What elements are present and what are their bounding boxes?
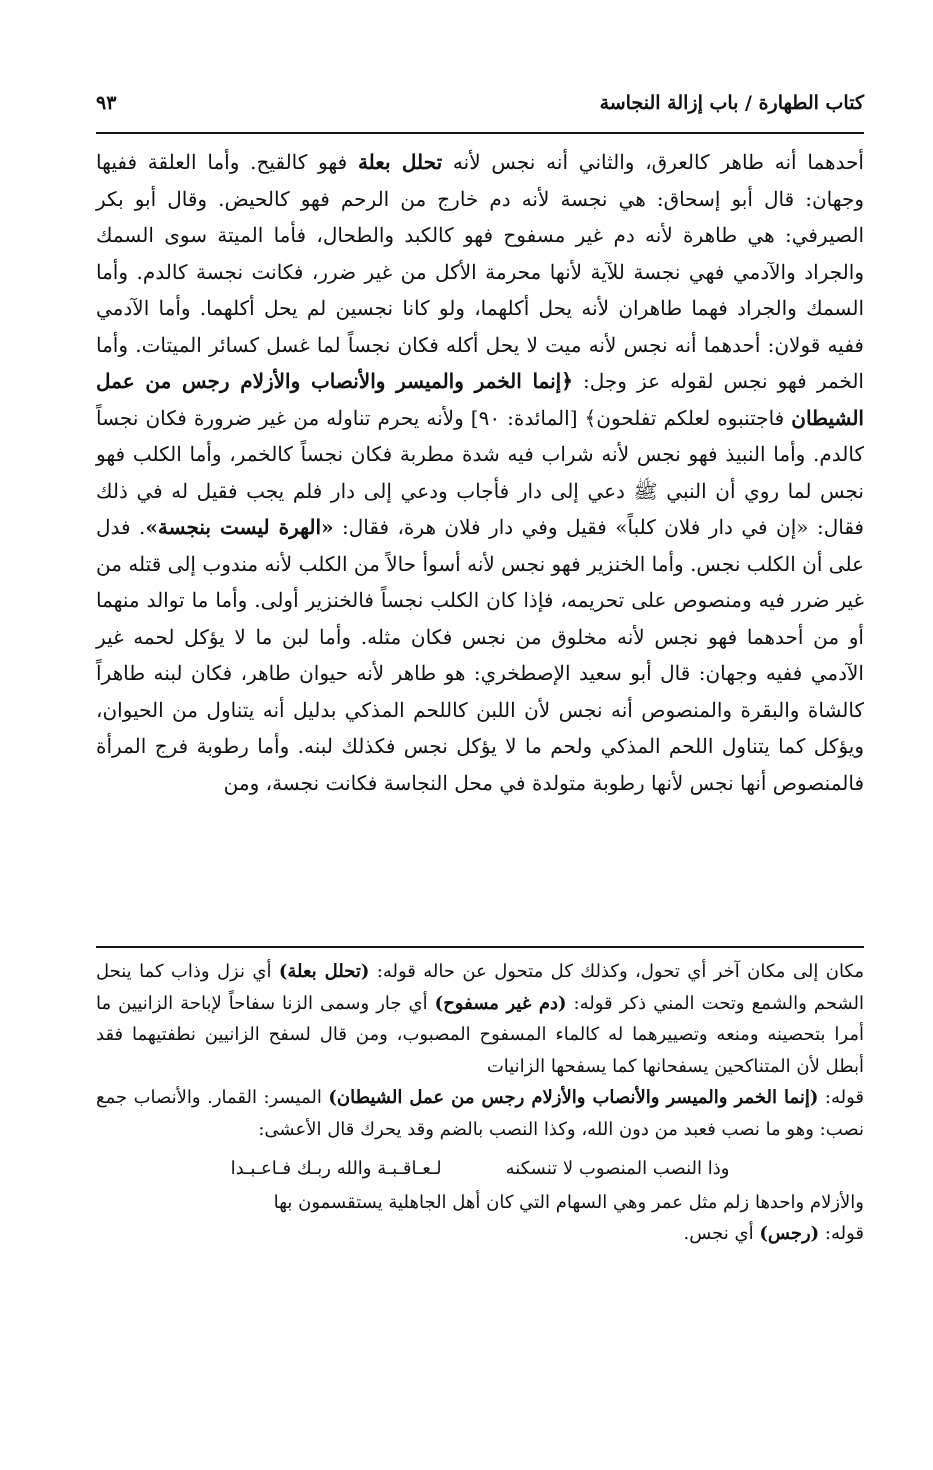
bold-text-run: تحلل بعلة [357,150,443,174]
page-number: ٩٣ [96,92,117,114]
footnote-divider [96,946,864,948]
footnote-paragraph: والأزلام واحدها زلم مثل عمر وهي السهام التي كان أهل الجاهلية يستقسمون بها [273,1191,864,1213]
text-run: . فدل على أن الكلب نجس. وأما الخنزير فهو نجس لأنه أسوأ حالاً من الكلب لأنه مندوب إلى قتله من غير ضرر فيه ومنصوص على تحريمه، فإذا كان الكلب نجساً فالخنزير أولى. وأما ما توالد منهما أو من أحدهما فهو نجس لأنه مخلوق من نجس فكان مثله. وأما لبن ما لا يؤكل لحمه غير الآدمي ففيه وجهان: قال أبو سعيد الإصطخري: هو طاهر لأنه حيوان طاهر، فكان لبنه طاهراً كالشاة والبقرة والمنصوص أنه نجس لأن اللبن كاللحم المذكي بدليل أنه يتناول من الحيوان، ويؤكل كما يتناول اللحم المذكي ولحم ما لا يؤكل نجس فكذلك لبنه. وأما رطوبة فرج المرأة فالمنصوص أنها نجس لأنها رطوبة متولدة في محل النجاسة فكانت نجسة، ومن [96,515,865,795]
text-run: أي نزل وذاب كما ينحل الشحم والشمع وتحت المني ذكر قوله: [96,961,864,1014]
text-run: الميسر: القمار. والأنصاب جمع نصب: وهو ما نصب فعبد من دون الله، وكذا النصب بالضم وقد يحرك قال الأعشى: [96,1087,864,1140]
bold-text-run: (رجس) [759,1223,820,1244]
text-run: فاجتنبوه لعلكم تفلحون﴾ [المائدة: ٩٠] ولأنه يحرم تناوله من غير ضرورة فكان نجساً كالدم. وأما النبيذ فهو نجس لأنه شراب فيه شدة مطربة فكان نجساً كالخمر، وأما الكلب فهو نجس لما روي أن النبي ﷺ دعي إلى دار فأجاب ودعي إلى دار فلم يجب فقيل له في ذلك فقال: «إن في دار فلان كلباً» فقيل وفي دار فلان هرة، فقال: [96,405,864,539]
footnote-paragraph [96,956,864,1082]
text-run: أي نجس. [683,1223,760,1244]
text-run: أحدهما أنه طاهر كالعرق، والثاني أنه نجس لأنه [442,150,864,174]
header-title: كتاب الطهارة / باب إزالة النجاسة [599,92,864,114]
bold-text-run: (إنما الخمر والميسر والأنصاب والأزلام رجس من عمل الشيطان) [328,1087,819,1108]
bold-text-run: (دم غير مسفوح) [434,992,567,1014]
verse-first-hemistich: وذا النصب المنصوب لا تنسكنه [505,1158,730,1179]
bold-text-run: (تحلل بعلة) [278,961,370,982]
poetry-verse [96,1153,864,1185]
text-run: قوله: [818,1087,865,1108]
text-run: مكان إلى مكان آخر أي تحول، وكذلك كل متحول عن حاله قوله: [369,961,865,982]
verse-second-hemistich: لـعـاقـبـة والله ربـك فـاعـبـدا [230,1158,442,1179]
main-body-text [96,144,864,801]
header-divider [96,132,864,134]
hadith-quote-bold: «الهرة ليست بنجسة» [145,515,334,539]
quran-verse-bold: ﴿إنما الخمر والميسر والأنصاب والأزلام رجس من عمل الشيطان [96,369,864,430]
text-run: أي جار وسمى الزنا سفاحاً لإباحة الزانيين ما أمرا بتحصينه ومنعه وتصييرهما له كالماء المسفوح المصبوب، ومن قال لسفح الزانيين نطفتيهما فقد أبطل لأن المتناكحين يسفحانها كما يسفحها الزانيات [96,992,864,1077]
footnote-paragraph [96,1082,864,1145]
footnote-paragraph [96,1218,864,1250]
text-run: فهو كالقيح. وأما العلقة ففيها وجهان: قال أبو إسحاق: هي نجسة لأنه دم خارج من الرحم فهو كالحيض. وقال أبو بكر الصيرفي: هي طاهرة لأنه دم غير مسفوح فهو كالكبد والطحال، فأما الميتة سوى السمك والجراد والآدمي فهي نجسة للآية لأنها محرمة الأكل من غير ضرر، فكانت نجسة كالدم. وأما السمك والجراد فهما طاهران لأنه يحل أكلهما، ولو كانا نجسين لم يحل أكلهما. وأما الآدمي ففيه قولان: أحدهما أنه نجس لأنه ميت لا يحل أكله فكان نجساً لما غسل كسائر الميتات. وأما الخمر فهو نجس لقوله عز وجل: [96,150,864,393]
main-paragraph [96,144,864,801]
text-run: قوله: [819,1223,864,1244]
running-header [96,92,864,126]
footnotes [96,956,864,1250]
